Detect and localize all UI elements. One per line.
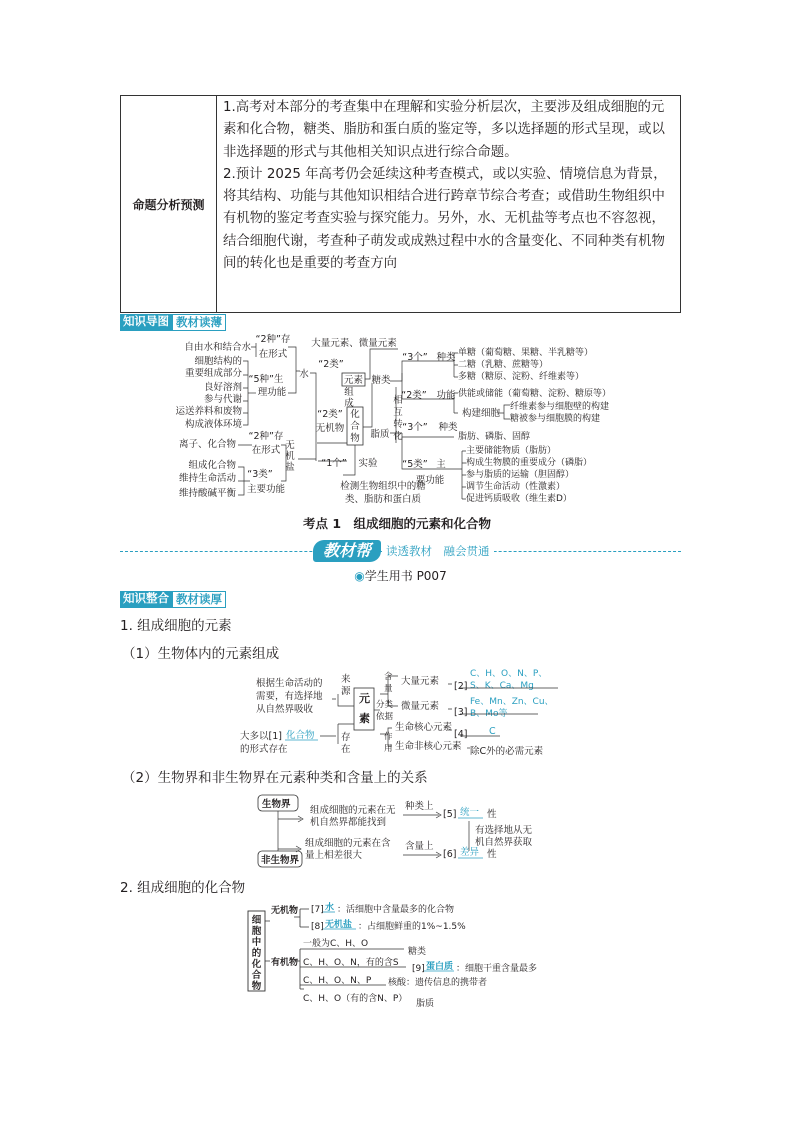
mm-water-left-5: 参与代谢: [203, 394, 242, 405]
mm-main: 主: [436, 459, 446, 470]
d1-major-ans-2: S、K、Ca、Mg: [470, 681, 534, 691]
d1-box-1: 元: [359, 692, 370, 705]
d3-n7: [7]: [311, 905, 324, 915]
d1-exist-label-2: 在: [341, 744, 351, 755]
mm-kind-1: 种类: [436, 352, 456, 363]
mm-water-left-3: 重要组成部分: [184, 368, 242, 379]
mm-lipid-func-2: 构成生物膜的重要成分（磷脂）: [466, 458, 593, 468]
d1-major-ans-1: C、H、O、N、P、: [470, 669, 548, 679]
analysis-table: [120, 95, 681, 313]
d3-box-2: 胞: [251, 926, 262, 937]
element-diagram: [238, 664, 578, 764]
tag-primary-2: 知识整合: [120, 591, 172, 608]
d3-organic: 有机物: [271, 958, 299, 968]
mm-build-1: 纤维素参与细胞壁的构建: [510, 402, 610, 412]
d1-exist-label-1: 存: [341, 732, 351, 743]
mm-experiment: 实验: [358, 458, 378, 469]
mm-water-left-4: 良好溶剂: [203, 382, 242, 393]
d3-t9: ：细胞干重含量最多: [456, 964, 538, 974]
d1-major-no: [2]: [454, 681, 468, 692]
d1-major: 大量元素: [401, 676, 440, 687]
d1-box-2: 素: [359, 712, 370, 725]
section-tag-mindmap: [120, 314, 226, 331]
mm-water-mid1-a: “2种”存: [255, 334, 291, 345]
d3-box-3: 中: [251, 937, 262, 948]
d2-t2-2: 量上相差很大: [305, 850, 363, 861]
d1-exist-answer: 化合物: [286, 730, 315, 741]
d3-o1b: 糖类: [408, 947, 427, 957]
table-label: 命题分析预测: [121, 96, 217, 312]
mm-two-types-2: “2类”: [317, 409, 343, 420]
mm-water-mid1-b: 在形式: [258, 349, 288, 360]
mm-lipid-func-4: 调节生命活动（性激素）: [466, 482, 566, 492]
mm-lipid-func-1: 主要储能物质（脂肪）: [466, 446, 557, 456]
mm-sugars-3: 多糖（糖原、淀粉、纤维素等）: [458, 372, 585, 382]
mm-three-1: “3个”: [402, 352, 428, 363]
mm-salt-3: 盐: [285, 462, 295, 473]
d2-s2: 性: [487, 849, 497, 860]
d1-trace-no: [3]: [454, 707, 468, 718]
d3-inorganic: 无机物: [271, 906, 299, 916]
d2-note-1: 有选择地从无: [475, 825, 533, 836]
mm-lipid-func-3: 参与脂质的运输（胆固醇）: [466, 470, 575, 480]
mm-water-left-7: 构成液体环境: [184, 419, 242, 430]
mm-func: 功能: [436, 390, 456, 401]
d3-n8: [8]: [311, 922, 324, 932]
d3-t7: ：活细胞中含量最多的化合物: [337, 905, 455, 915]
table-content: [217, 96, 680, 312]
section-tag-integration: [120, 591, 226, 608]
d2-k1: 种类上: [405, 801, 434, 812]
tag-primary: 知识导图: [120, 314, 172, 331]
mm-convert-3: 转: [393, 419, 403, 430]
mm-salt-mid1-a: “2种”存: [248, 431, 284, 442]
mm-one: “1个”: [321, 458, 347, 469]
mm-compose-1: 组: [344, 387, 354, 398]
d1-trace: 微量元素: [401, 701, 440, 712]
d2-note-2: 机自然界获取: [475, 837, 533, 848]
d3-o4: C、H、O（有的含N、P）: [303, 994, 408, 1004]
d1-src-2: 需要，有选择地: [256, 691, 323, 702]
mm-salt-left-1: 离子、化合物: [178, 439, 236, 450]
mm-water-left-1: 自由水和结合水: [184, 342, 251, 353]
banner-ref: [120, 567, 681, 584]
heading-1-1: （1）生物体内的元素组成: [122, 646, 280, 662]
mm-compose-2: 成: [344, 398, 354, 409]
heading-2: 2. 组成细胞的化合物: [120, 880, 246, 896]
mm-water-left-2: 细胞结构的: [194, 356, 242, 367]
d1-content-1: 含: [384, 672, 393, 682]
table-para-1: 1.高考对本部分的考查集中在理解和实验分析层次，主要涉及组成细胞的元素和化合物，糖类、脂肪和蛋白质的鉴定等，多以选择题的形式呈现，或以非选择题的形式与其他相关知识点进行综合命题。: [223, 100, 665, 160]
mm-build: 构建细胞: [461, 408, 501, 419]
d1-src-3: 从自然界吸收: [256, 704, 314, 715]
mm-build-2: 糖被参与细胞膜的构建: [510, 414, 601, 424]
d1-class-2: 依据: [376, 712, 394, 722]
mm-lipid: 脂质: [370, 429, 390, 440]
d2-nonbio: 非生物界: [261, 855, 300, 866]
mm-lipids: 脂肪、磷脂、固醇: [458, 432, 531, 442]
mm-compound-3: 物: [350, 433, 360, 444]
d3-a9: 蛋白质: [426, 962, 454, 972]
mm-salt-mid1-b: 在形式: [251, 445, 281, 456]
mm-sugars-1: 单糖（葡萄糖、果糖、半乳糖等）: [458, 348, 594, 358]
section-banner: [120, 537, 681, 583]
d1-effect-1: 作: [384, 732, 393, 742]
d2-t2-1: 组成细胞的元素在含: [305, 838, 391, 849]
table-para-2: 2.预计 2025 年高考仍会延续这种考查模式，或以实验、情境信息为背景，将其结构、功能与其他知识相结合进行跨章节综合考查；或借助生物组织中有机物的鉴定考查实验与探究能力。另外，水、无机盐等考点也不容忽视，结合细胞代谢，考查种子萌发或成熟过程中水的含量变化、不同种类有机物间的转化也是重要的考查方向: [223, 166, 667, 272]
tag-secondary-2: 教材读厚: [172, 591, 226, 608]
mm-convert-4: 化: [393, 431, 403, 442]
d3-a7: 水: [325, 903, 335, 913]
mm-five: “5类”: [402, 459, 428, 470]
mm-salt-mid2-a: “3类”: [247, 469, 273, 480]
mm-water-mid2-b: 理功能: [257, 387, 287, 398]
mm-elements-top: 大量元素、微量元素: [311, 338, 397, 349]
d3-box-4: 的: [251, 948, 262, 959]
d2-a2: 差异: [460, 847, 480, 858]
mm-exp-text-2: 类、脂肪和蛋白质: [344, 494, 422, 505]
d2-t1-2: 机自然界都能找到: [310, 817, 387, 828]
mm-kind-2: 种类: [438, 422, 458, 433]
d3-n9: [9]: [412, 964, 425, 974]
d3-box-7: 物: [251, 981, 262, 992]
mm-element-box-label: 元素: [343, 375, 364, 386]
mm-water: 水: [299, 369, 309, 380]
d2-t1-1: 组成细胞的元素在无: [310, 805, 396, 816]
d3-a8: 无机盐: [325, 920, 353, 930]
d1-core: 生命核心元素: [395, 722, 453, 733]
d1-effect-2: 用: [384, 744, 393, 754]
mm-sugar: 糖类: [371, 375, 391, 386]
d1-src-label-2: 源: [341, 686, 351, 697]
d1-class-1: 分类: [376, 700, 394, 710]
mm-two-types: “2类”: [318, 359, 344, 370]
mm-three-2: “3个”: [402, 422, 428, 433]
d3-t8: ：占细胞鲜重的1%~1.5%: [358, 922, 466, 932]
mm-main-func: 要功能: [415, 475, 445, 486]
mm-compound-2: 合: [350, 421, 360, 432]
mm-salt-1: 无: [285, 440, 295, 451]
mm-water-left-6: 运送养料和废物: [175, 406, 242, 417]
mm-inorganic: 无机物: [315, 423, 345, 434]
d3-box-6: 合: [251, 970, 262, 981]
relation-diagram: [255, 791, 575, 871]
d3-o1: 一般为C、H、O: [303, 939, 369, 949]
d1-src-1: 根据生命活动的: [256, 678, 323, 689]
bullet-icon: ◉: [354, 569, 365, 583]
mm-salt-left-2: 组成化合物: [188, 460, 236, 471]
d3-o2: C、H、O、N，有的含S: [303, 958, 399, 968]
banner-ref-text: 学生用书 P007: [364, 569, 447, 583]
kp-title: 考点 1 组成细胞的元素和化合物: [302, 516, 492, 531]
d3-box-1: 细: [251, 915, 262, 926]
d2-n1: [5]: [443, 809, 457, 820]
mm-two-types-3: “2类”: [401, 390, 427, 401]
banner-subtitle: 读透教材 融会贯通: [382, 542, 494, 560]
d1-noncore: 生命非核心元素: [395, 741, 462, 752]
knowledge-mindmap: [168, 333, 638, 511]
mm-compound-1: 化: [350, 409, 360, 420]
mm-water-mid2-a: “5种”生: [248, 374, 284, 385]
mm-convert-2: 互: [393, 407, 403, 418]
banner-title: 教材帮: [313, 540, 381, 562]
d2-k2: 含量上: [405, 841, 434, 852]
d3-box-5: 化: [251, 959, 262, 970]
d2-a1: 统一: [460, 807, 480, 818]
mm-salt-2: 机: [285, 451, 295, 462]
heading-1-2: （2）生物界和非生物界在元素种类和含量上的关系: [122, 770, 428, 786]
d3-o3: C、H、O、N、P: [303, 976, 372, 986]
tag-secondary: 教材读薄: [172, 314, 226, 331]
d1-trace-ans-2: B、Mo等: [470, 709, 508, 719]
d2-bio: 生物界: [262, 799, 291, 810]
mm-sugars-2: 二糖（乳糖、蔗糖等）: [458, 360, 549, 370]
mm-lipid-func-5: 促进钙质吸收（维生素D）: [466, 494, 572, 504]
mm-salt-mid2-b: 主要功能: [246, 484, 286, 495]
d1-src-label-1: 来: [341, 674, 351, 685]
d1-exist-pre: 大多以[1]: [240, 731, 282, 742]
mm-salt-left-3: 维持生命活动: [178, 473, 236, 484]
heading-1: 1. 组成细胞的元素: [120, 618, 232, 634]
mm-convert-1: 相: [393, 395, 403, 406]
d1-exist-post: 的形式存在: [240, 744, 288, 755]
d3-o3b: 核酸：遗传信息的携带者: [388, 978, 488, 988]
mm-salt-left-4: 维持酸碱平衡: [178, 488, 236, 499]
d2-n2: [6]: [443, 849, 457, 860]
d3-o4b: 脂质: [416, 999, 435, 1009]
d1-noncore-text: 除C外的必需元素: [470, 746, 544, 757]
d1-trace-ans-1: Fe、Mn、Zn、Cu、: [470, 697, 554, 707]
d1-core-no: [4]: [454, 729, 468, 740]
d1-core-ans: C: [489, 726, 496, 737]
mm-energy: 供能或储能（葡萄糖、淀粉、糖原等）: [458, 389, 612, 399]
d1-content-2: 量: [384, 684, 393, 694]
mm-exp-text-1: 检测生物组织中的糖: [340, 481, 426, 492]
d2-s1: 性: [487, 809, 497, 820]
